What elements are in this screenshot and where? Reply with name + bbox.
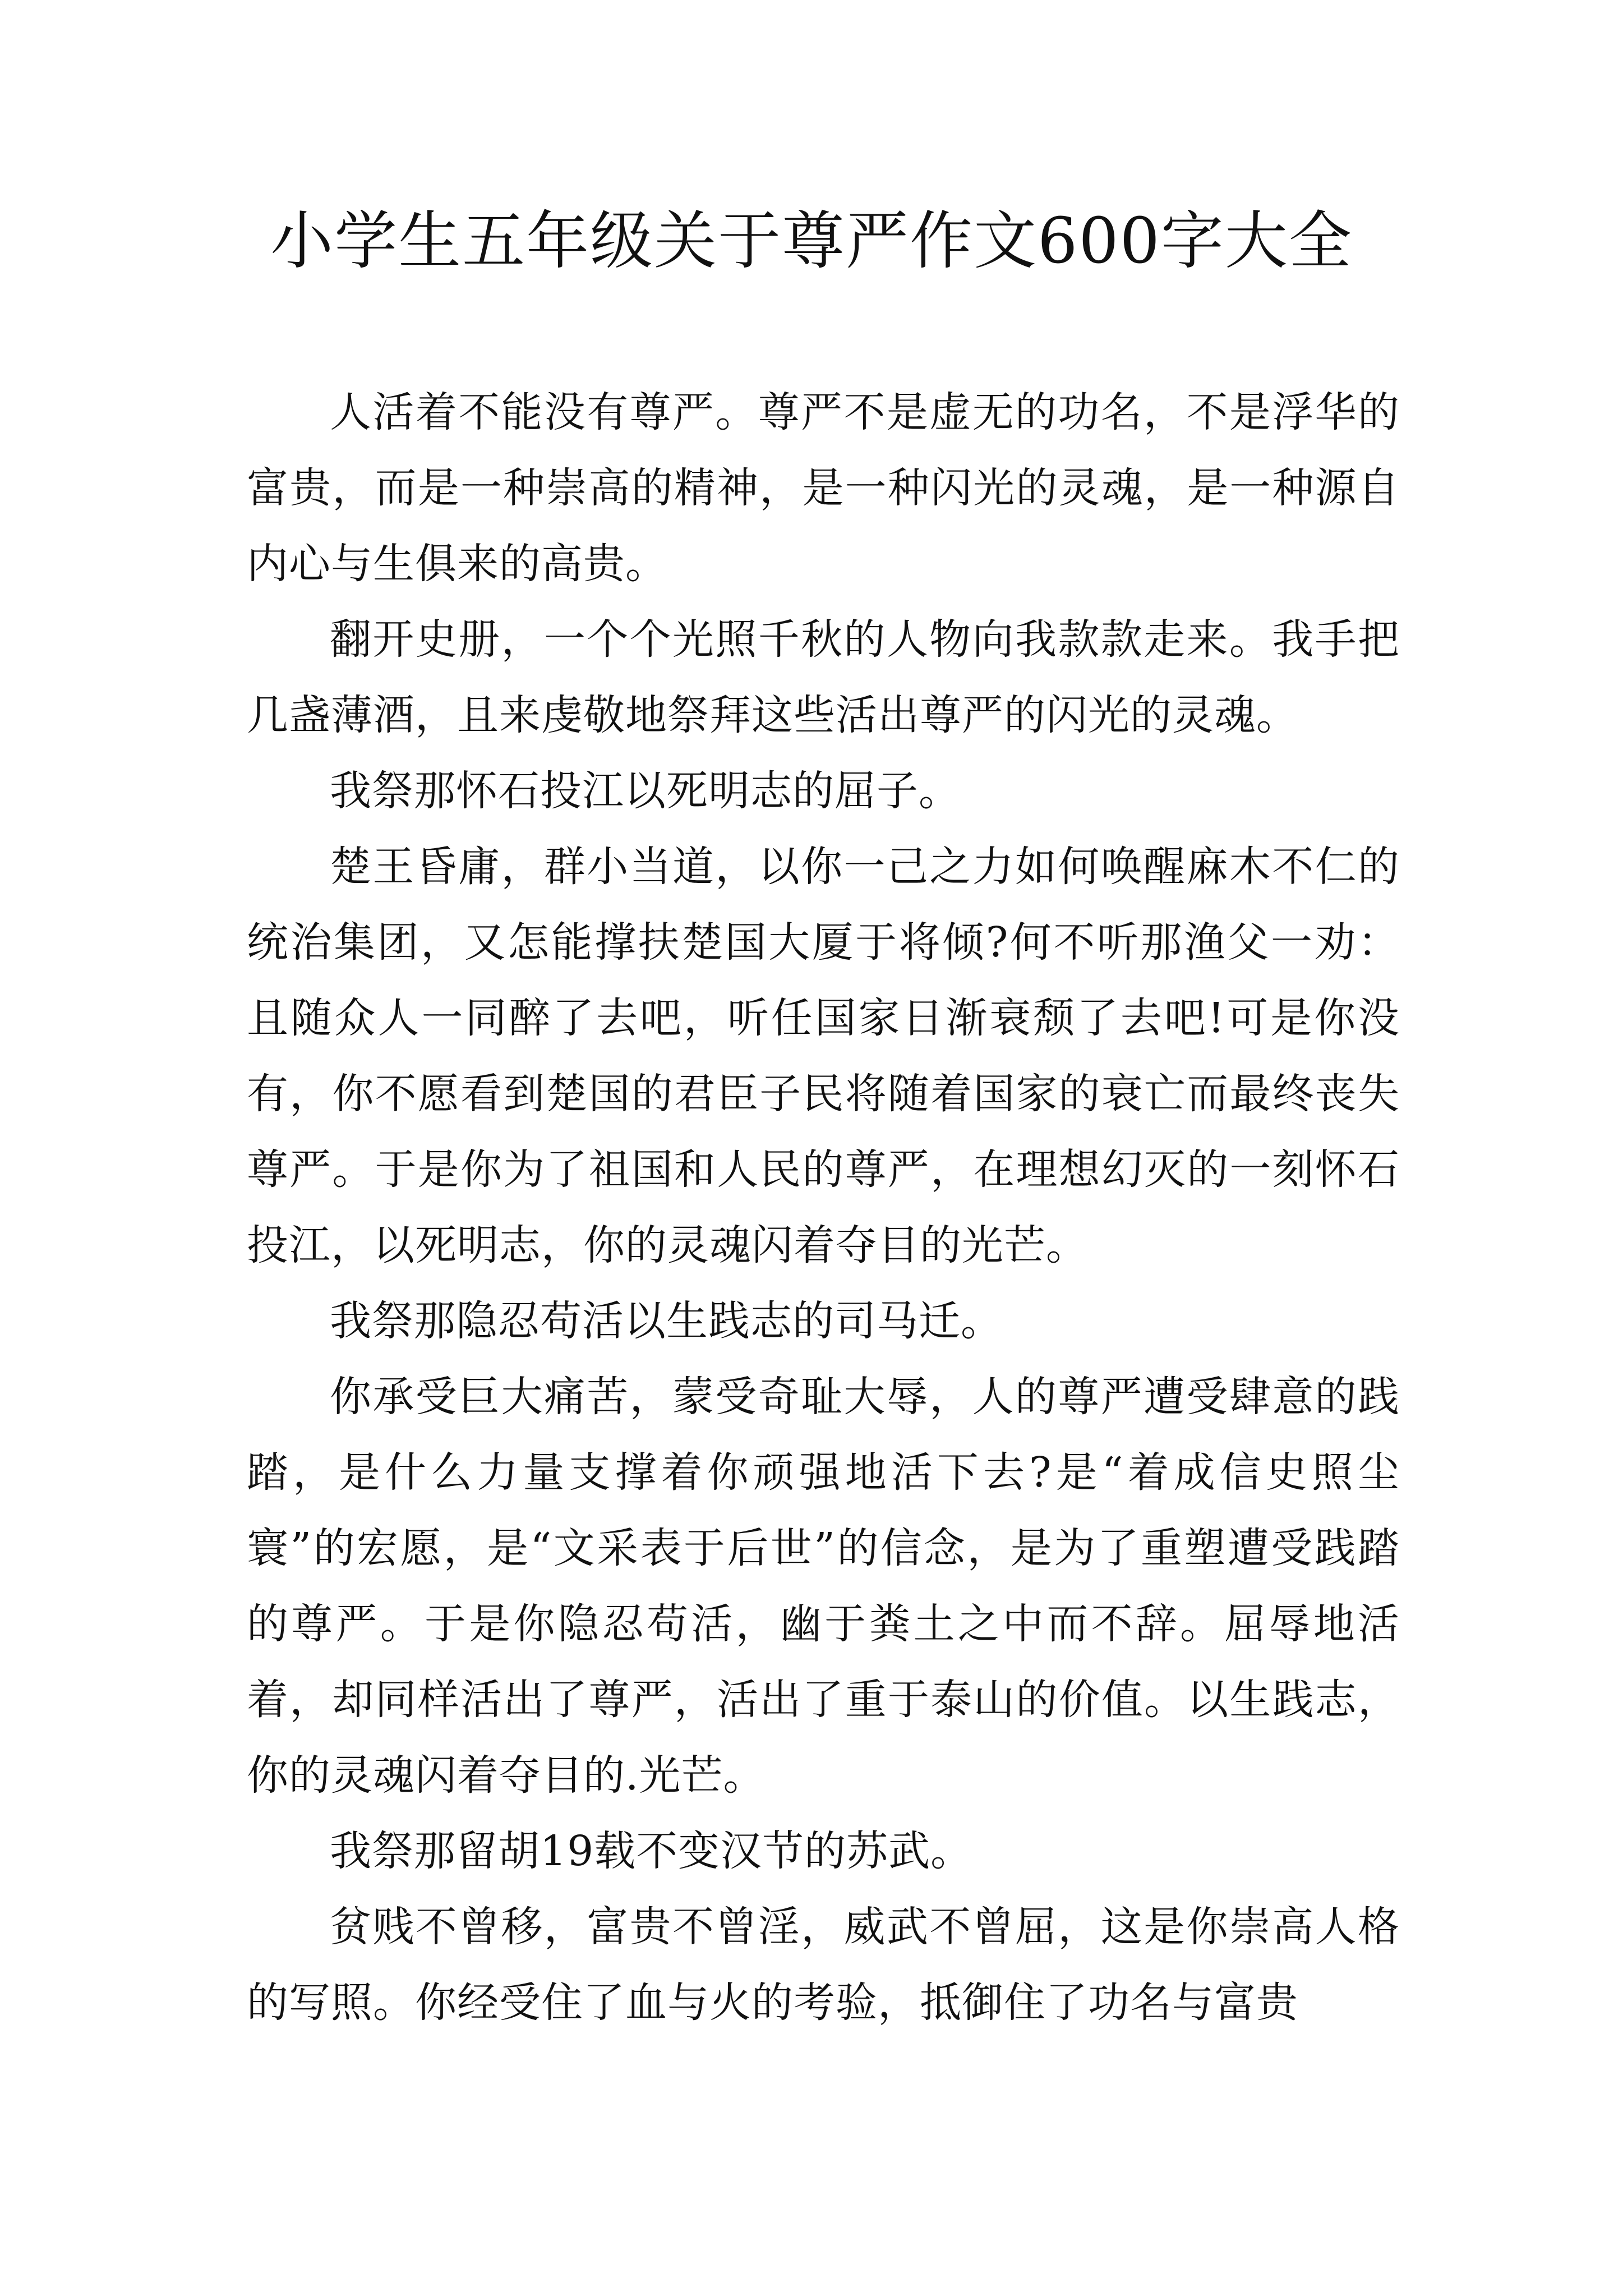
paragraph: 你承受巨大痛苦，蒙受奇耻大辱，人的尊严遭受肆意的践踏，是什么力量支撑着你顽强地活下去?是“着成信史照尘寰”的宏愿，是“文采表于后世”的信念，是为了重塑遭受践踏的尊严。于是你隐忍苟活，幽于粪土之中而不辞。屈辱地活着，却同样活出了尊严，活出了重于泰山的价值。以生践志，你的灵魂闪着夺目的.光芒。 [247, 1373, 1400, 1800]
paragraph: 我祭那隐忍苟活以生践志的司马迁。 [330, 1297, 1003, 1345]
paragraph: 翻开史册，一个个光照千秋的人物向我款款走来。我手把几盏薄酒，且来虔敬地祭拜这些活出尊严的闪光的灵魂。 [247, 615, 1400, 739]
paragraph: 我祭那留胡19载不变汉节的苏武。 [330, 1827, 973, 1875]
paragraph: 我祭那怀石投江以死明志的屈子。 [330, 767, 961, 815]
paragraph: 楚王昏庸，群小当道，以你一己之力如何唤醒麻木不仁的统治集团，又怎能撑扶楚国大厦于将倾?何不听那渔父一劝：且随众人一同醉了去吧，听任国家日渐衰颓了去吧!可是你没有，你不愿看到楚国的君臣子民将随着国家的衰亡而最终丧失尊严。于是你为了祖国和人民的尊严，在理想幻灭的一刻怀石投江，以死明志，你的灵魂闪着夺目的光芒。 [247, 843, 1400, 1269]
paragraph: 贫贱不曾移，富贵不曾淫，威武不曾屈，这是你崇高人格的写照。你经受住了血与火的考验，抵御住了功名与富贵 [247, 1903, 1400, 2027]
document-title: 小学生五年级关于尊严作文600字大全 [270, 205, 1353, 278]
paragraph: 人活着不能没有尊严。尊严不是虚无的功名，不是浮华的富贵，而是一种崇高的精神，是一种闪光的灵魂，是一种源自内心与生俱来的高贵。 [247, 388, 1400, 588]
document-body [247, 375, 1400, 2041]
